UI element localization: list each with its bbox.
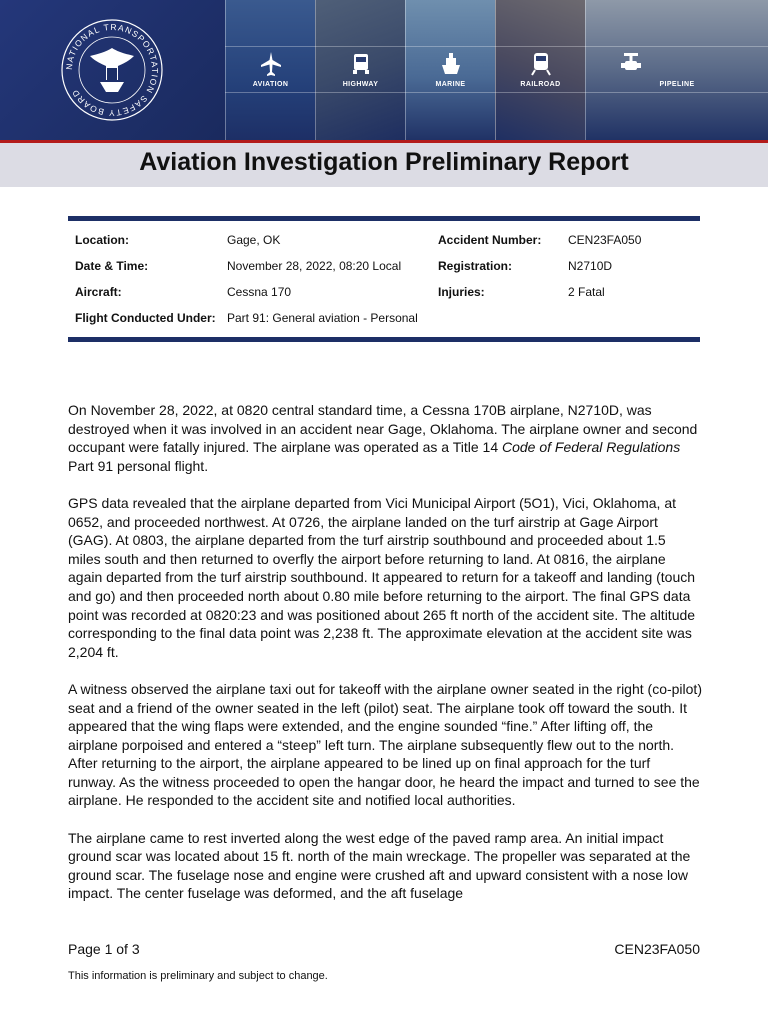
injuries-value: 2 Fatal — [568, 285, 605, 299]
truck-icon — [349, 50, 373, 78]
ship-icon — [439, 50, 463, 78]
header-banner — [0, 0, 768, 140]
ntsb-seal-logo — [60, 18, 164, 122]
mode-label: PIPELINE — [659, 81, 695, 88]
paragraph: GPS data revealed that the airplane departed from Vici Municipal Airport (5O1), Vici, Oklahoma, at 0652, and proceeded northwest. At 0726, the airplane landed on the turf airstrip at Gage Airport (GAG). At 0803, the airplane departed from the turf airstrip southbound and proceeded about 1.5 miles south and then returned to overfly the airport before returning to land. At 0816, the airplane again departed from the turf airstrip southbound. It appeared to return for a takeoff and landing (touch and go) and then proceeded north about 0.80 mile before returning to the airport. The final GPS data point was recorded at 0820:23 and was positioned about 265 ft north of the accident site. The altitude corresponding to the final data point was 2,238 ft. The approximate elevation at the accident site was 2,204 ft. — [68, 494, 696, 660]
location-value: Gage, OK — [227, 233, 281, 247]
datetime-value: November 28, 2022, 08:20 Local — [227, 259, 402, 273]
paragraph: The airplane came to rest inverted along the west edge of the paved ramp area. An initial impact ground scar was located about 15 ft. north of the main wreckage. The propeller was separated at the ground scar. The fuselage nose and engine were crushed aft and upward consistent with a nose low impact. The center fuselage was deformed, and the aft fuselage — [68, 829, 691, 902]
train-icon — [529, 50, 553, 78]
page-number: Page 1 of 3 — [68, 941, 140, 957]
banner-grid-line — [225, 46, 768, 47]
mode-railroad — [495, 0, 585, 140]
location-label: Location: — [75, 233, 129, 247]
mode-highway — [315, 0, 405, 140]
airplane-icon — [259, 50, 283, 78]
datetime-label: Date & Time: — [75, 259, 149, 273]
flight-conducted-value: Part 91: General aviation - Personal — [227, 311, 418, 325]
paragraph-italic-text: Code of Federal Regulations — [502, 439, 681, 456]
flight-conducted-label: Flight Conducted Under: — [75, 311, 216, 325]
footer-accident-number: CEN23FA050 — [614, 941, 700, 957]
accident-number-value: CEN23FA050 — [568, 233, 642, 247]
banner-grid-line — [225, 92, 768, 93]
paragraph — [68, 401, 702, 475]
accident-number-label: Accident Number: — [438, 233, 542, 247]
registration-label: Registration: — [438, 259, 513, 273]
mode-label: RAILROAD — [520, 81, 561, 88]
mode-marine — [405, 0, 495, 140]
mode-aviation — [225, 0, 315, 140]
registration-value: N2710D — [568, 259, 613, 273]
report-body — [68, 401, 702, 922]
page-title: Aviation Investigation Preliminary Report — [139, 148, 629, 176]
paragraph-text: On November 28, 2022, at 0820 central standard time, a Cessna 170B airplane, N2710D, was destroyed when it was involved in an accident near Gage, Oklahoma. The airplane owner and second occupant were fatally injured. The airplane was operated as a Title 14 — [68, 402, 698, 456]
preliminary-disclaimer: This information is preliminary and subject to change. — [68, 970, 328, 982]
report-info-table — [68, 216, 700, 342]
mode-label: AVIATION — [252, 81, 289, 88]
paragraph-text: Part 91 personal flight. — [68, 457, 209, 474]
aircraft-value: Cessna 170 — [227, 285, 292, 299]
mode-label: HIGHWAY — [342, 81, 379, 88]
mode-pipeline — [585, 0, 768, 140]
aircraft-label: Aircraft: — [75, 285, 122, 299]
seal-text: NATIONAL TRANSPORTATION SAFETY BOARD — [63, 21, 161, 119]
paragraph: A witness observed the airplane taxi out for takeoff with the airplane owner seated in the right (co-pilot) seat and a friend of the owner seated in the left (pilot) seat. The airplane took off toward the south. It appeared that the wing flaps were extended, and the engine sounded “fine.” After lifting off, the airplane porpoised and entered a “steep” left turn. The airplane subsequently flew out to the north. After returning to the airport, the airplane appeared to be lined up on final approach for the turf runway. As the witness proceeded to open the hangar door, he heard the impact and turned to see the airplane. He responded to the accident site and notified local authorities. — [68, 680, 702, 809]
injuries-label: Injuries: — [438, 285, 485, 299]
mode-label: MARINE — [435, 81, 466, 88]
pipeline-valve-icon — [619, 50, 643, 78]
